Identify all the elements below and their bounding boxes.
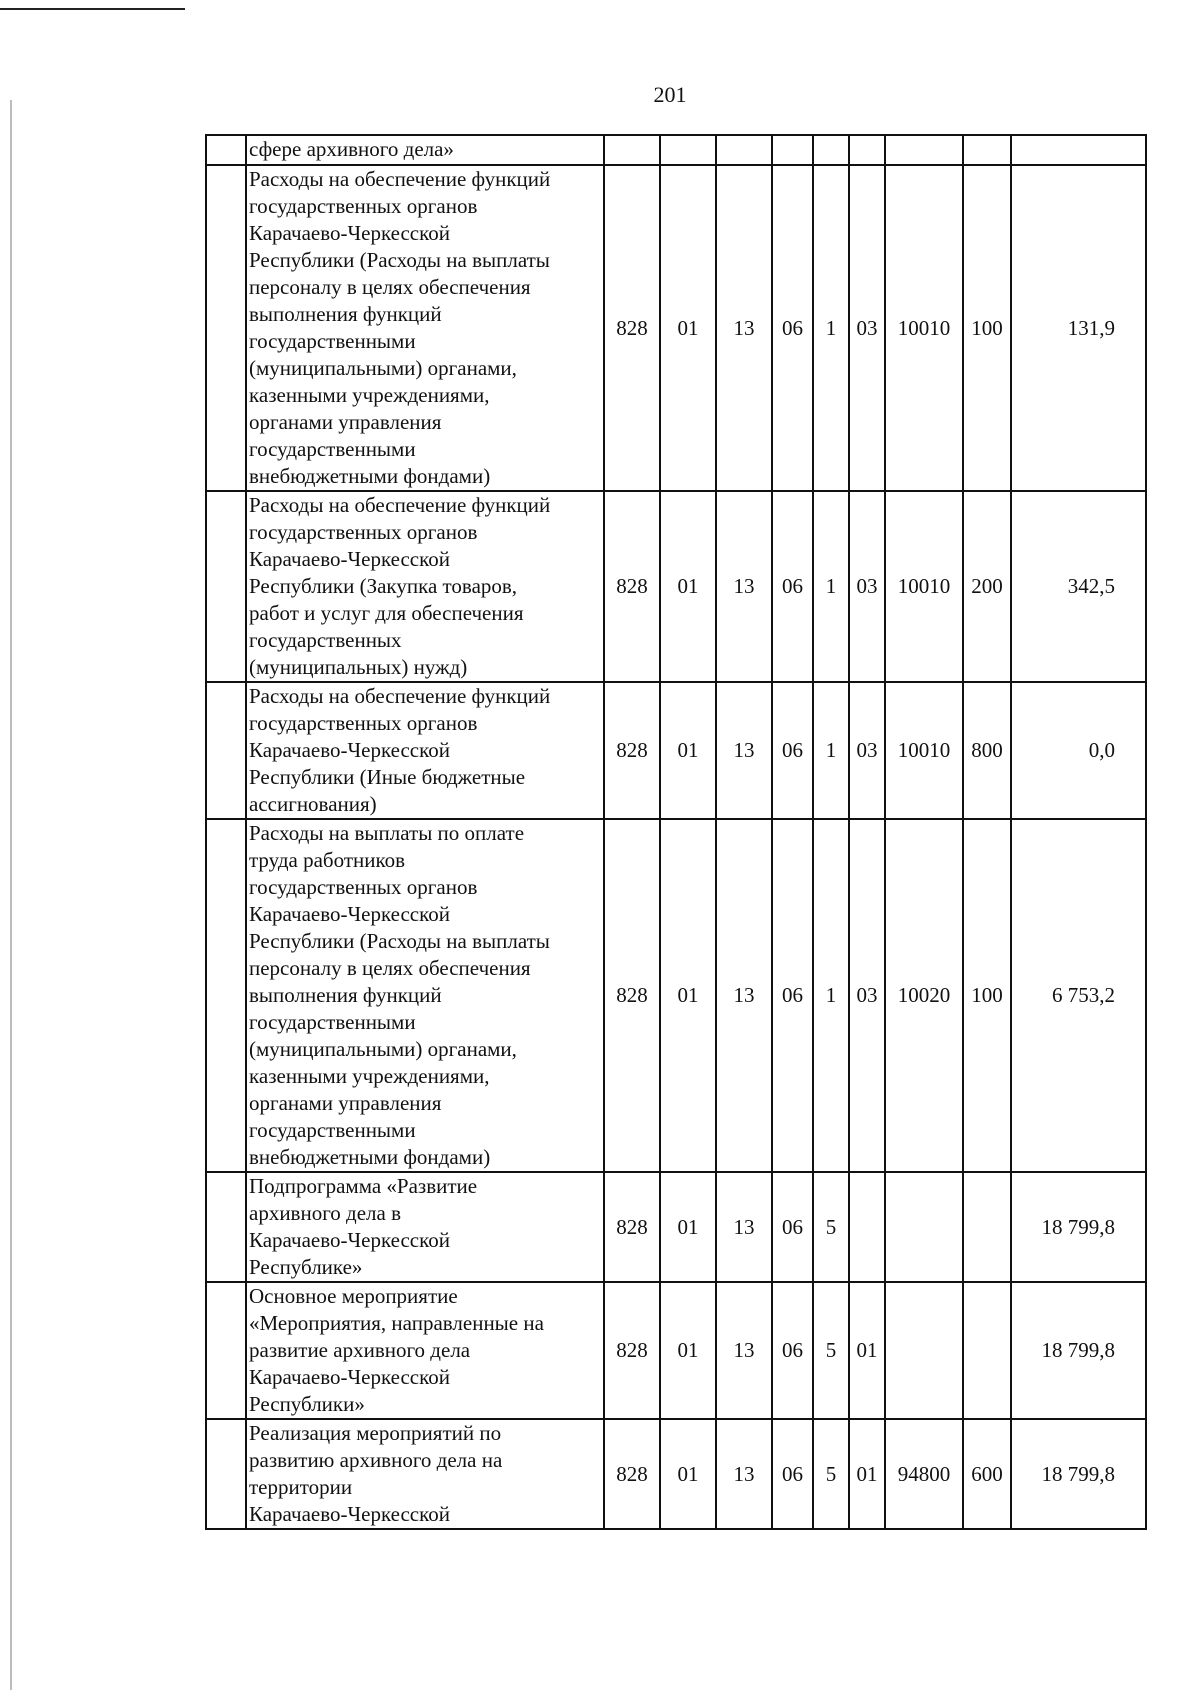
description-cell: Подпрограмма «Развитие архивного дела в Карачаево-Черкесской Республике» xyxy=(246,1172,604,1282)
row-number-cell xyxy=(206,1282,246,1419)
description-cell: Расходы на выплаты по оплате труда работников государственных органов Карачаево-Черкесской Республики (Расходы на выплаты персоналу в целях обеспечения выполнения функций государственными (муниципальными) органами, казенными учреждениями, органами управления государственными внебюджетными фондами) xyxy=(246,819,604,1172)
code-direction-cell xyxy=(885,1172,963,1282)
code-event-cell: 03 xyxy=(849,819,885,1172)
code-rz-cell: 01 xyxy=(660,1172,716,1282)
code-direction-cell: 10010 xyxy=(885,491,963,682)
code-pr-cell: 13 xyxy=(716,682,772,819)
code-gr-cell: 828 xyxy=(604,1419,660,1529)
code-vr-cell: 100 xyxy=(963,165,1011,491)
code-rz-cell: 01 xyxy=(660,819,716,1172)
description-cell: Реализация мероприятий по развитию архивного дела на территории Карачаево-Черкесской xyxy=(246,1419,604,1529)
code-event-cell: 01 xyxy=(849,1419,885,1529)
description-cell: Расходы на обеспечение функций государственных органов Карачаево-Черкесской Республики (Иные бюджетные ассигнования) xyxy=(246,682,604,819)
amount-cell: 342,5 xyxy=(1011,491,1146,682)
code-vr-cell: 800 xyxy=(963,682,1011,819)
top-rule xyxy=(0,8,185,10)
code-event-cell xyxy=(849,135,885,165)
code-pr-cell xyxy=(716,135,772,165)
code-gr-cell: 828 xyxy=(604,682,660,819)
amount-cell: 131,9 xyxy=(1011,165,1146,491)
code-direction-cell: 10020 xyxy=(885,819,963,1172)
code-rz-cell xyxy=(660,135,716,165)
page-number: 201 xyxy=(653,82,687,107)
code-program-cell: 06 xyxy=(772,1282,813,1419)
code-subprogram-cell: 5 xyxy=(813,1419,849,1529)
table-row xyxy=(206,819,1146,1172)
code-gr-cell: 828 xyxy=(604,491,660,682)
code-pr-cell: 13 xyxy=(716,491,772,682)
code-program-cell: 06 xyxy=(772,1419,813,1529)
table-body xyxy=(206,135,1146,1529)
table-row xyxy=(206,165,1146,491)
row-number-cell xyxy=(206,1172,246,1282)
amount-cell: 0,0 xyxy=(1011,682,1146,819)
description-cell: Основное мероприятие «Мероприятия, направленные на развитие архивного дела Карачаево-Черкесской Республики» xyxy=(246,1282,604,1419)
description-cell: сфере архивного дела» xyxy=(246,135,604,165)
table-row xyxy=(206,491,1146,682)
code-event-cell: 03 xyxy=(849,682,885,819)
code-gr-cell: 828 xyxy=(604,1282,660,1419)
code-gr-cell: 828 xyxy=(604,165,660,491)
code-direction-cell xyxy=(885,135,963,165)
row-number-cell xyxy=(206,135,246,165)
code-program-cell xyxy=(772,135,813,165)
code-subprogram-cell xyxy=(813,135,849,165)
code-gr-cell: 828 xyxy=(604,819,660,1172)
code-event-cell: 03 xyxy=(849,165,885,491)
code-program-cell: 06 xyxy=(772,819,813,1172)
code-event-cell xyxy=(849,1172,885,1282)
code-direction-cell: 10010 xyxy=(885,682,963,819)
code-pr-cell: 13 xyxy=(716,1282,772,1419)
code-pr-cell: 13 xyxy=(716,165,772,491)
code-direction-cell: 10010 xyxy=(885,165,963,491)
code-subprogram-cell: 1 xyxy=(813,165,849,491)
amount-cell: 18 799,8 xyxy=(1011,1172,1146,1282)
code-rz-cell: 01 xyxy=(660,491,716,682)
code-direction-cell: 94800 xyxy=(885,1419,963,1529)
code-vr-cell: 600 xyxy=(963,1419,1011,1529)
code-vr-cell xyxy=(963,1172,1011,1282)
budget-table xyxy=(205,134,1147,1530)
code-program-cell: 06 xyxy=(772,682,813,819)
row-number-cell xyxy=(206,1419,246,1529)
code-pr-cell: 13 xyxy=(716,819,772,1172)
left-margin-rule xyxy=(10,100,12,1690)
row-number-cell xyxy=(206,682,246,819)
code-pr-cell: 13 xyxy=(716,1419,772,1529)
code-vr-cell: 100 xyxy=(963,819,1011,1172)
code-gr-cell: 828 xyxy=(604,1172,660,1282)
code-vr-cell: 200 xyxy=(963,491,1011,682)
row-number-cell xyxy=(206,819,246,1172)
amount-cell: 18 799,8 xyxy=(1011,1419,1146,1529)
code-rz-cell: 01 xyxy=(660,682,716,819)
description-cell: Расходы на обеспечение функций государственных органов Карачаево-Черкесской Республики (Закупка товаров, работ и услуг для обеспечения государственных (муниципальных) нужд) xyxy=(246,491,604,682)
code-subprogram-cell: 5 xyxy=(813,1282,849,1419)
code-program-cell: 06 xyxy=(772,165,813,491)
code-event-cell: 01 xyxy=(849,1282,885,1419)
code-program-cell: 06 xyxy=(772,1172,813,1282)
table-row xyxy=(206,1282,1146,1419)
table-row xyxy=(206,1419,1146,1529)
amount-cell xyxy=(1011,135,1146,165)
table-row xyxy=(206,135,1146,165)
code-rz-cell: 01 xyxy=(660,165,716,491)
code-subprogram-cell: 1 xyxy=(813,491,849,682)
code-pr-cell: 13 xyxy=(716,1172,772,1282)
code-gr-cell xyxy=(604,135,660,165)
code-vr-cell xyxy=(963,1282,1011,1419)
code-event-cell: 03 xyxy=(849,491,885,682)
table-row xyxy=(206,682,1146,819)
code-subprogram-cell: 1 xyxy=(813,682,849,819)
code-subprogram-cell: 1 xyxy=(813,819,849,1172)
code-rz-cell: 01 xyxy=(660,1419,716,1529)
table-row xyxy=(206,1172,1146,1282)
amount-cell: 6 753,2 xyxy=(1011,819,1146,1172)
code-subprogram-cell: 5 xyxy=(813,1172,849,1282)
row-number-cell xyxy=(206,491,246,682)
amount-cell: 18 799,8 xyxy=(1011,1282,1146,1419)
row-number-cell xyxy=(206,165,246,491)
code-rz-cell: 01 xyxy=(660,1282,716,1419)
code-program-cell: 06 xyxy=(772,491,813,682)
description-cell: Расходы на обеспечение функций государственных органов Карачаево-Черкесской Республики (Расходы на выплаты персоналу в целях обеспечения выполнения функций государственными (муниципальными) органами, казенными учреждениями, органами управления государственными внебюджетными фондами) xyxy=(246,165,604,491)
code-vr-cell xyxy=(963,135,1011,165)
code-direction-cell xyxy=(885,1282,963,1419)
